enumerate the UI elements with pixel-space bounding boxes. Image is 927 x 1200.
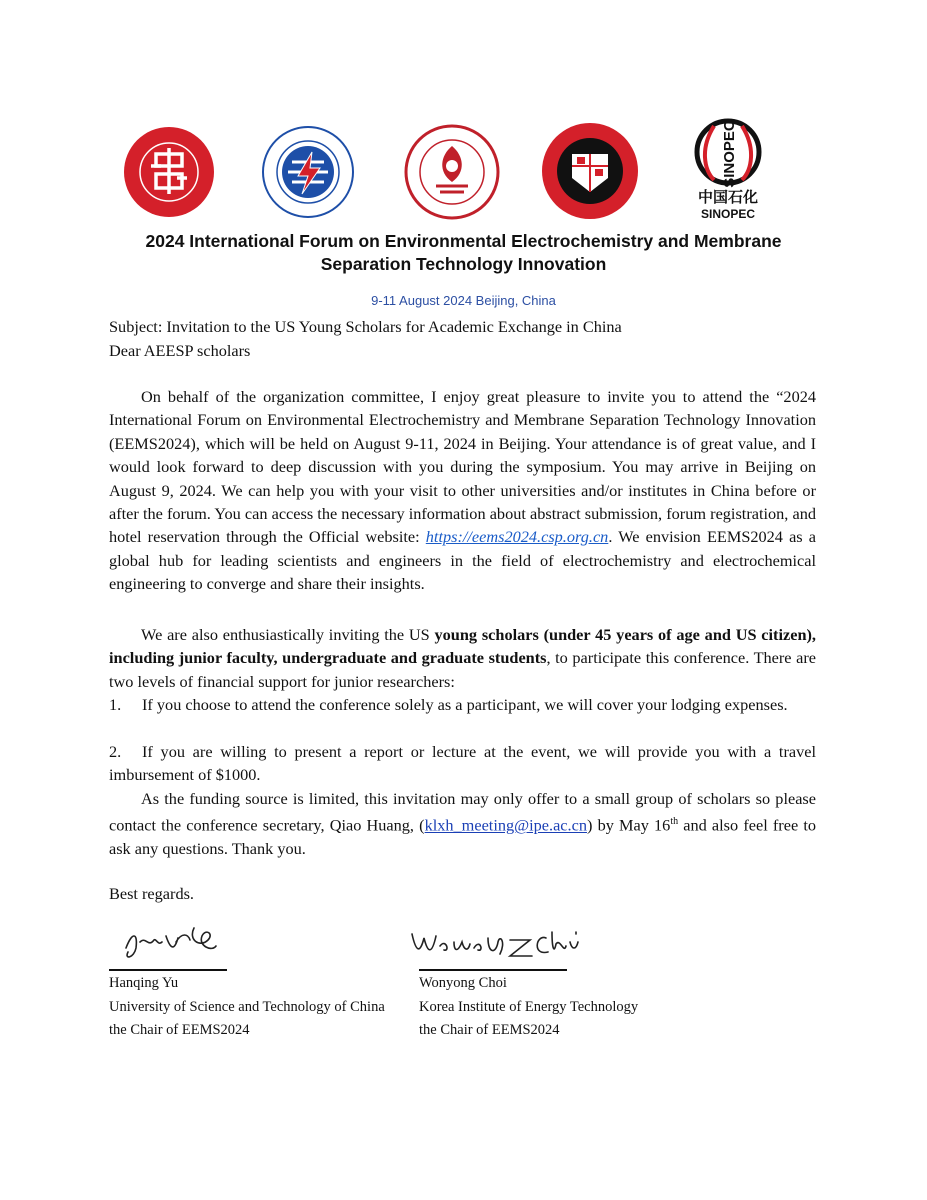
paragraph-invitation: [109, 385, 816, 596]
paragraph-contact-text-end: and also feel free to ask any questions. Thank you.: [109, 815, 817, 859]
support-item-1-number: 1.: [109, 695, 122, 714]
paragraph-young-scholars-text-end: , to participate this conference. There are two levels of financial support for junior researchers:: [109, 648, 816, 691]
paragraph-invitation-text: On behalf of the organization committee, I enjoy great pleasure to invite you to attend the “2024 International Forum on Environmental Electrochemistry and Membrane Separation Technology Innovation (EEMS2024), which will be held on August 9-11, 2024 in Beijing. Your attendance is of great value, and I would look forward to deep discussion with you during the symposium. You may arrive in Beijing on August 9, 2024. We can help you with your visit to other universities and/or institutes in China before or after the forum. You can access the necessary information about abstract submission, forum registration, and hotel reservation through the Official website:: [109, 387, 816, 547]
svg-text:中国石化: 中国石化: [697, 188, 759, 206]
paragraph-young-scholars-text: We are also enthusiastically inviting the US: [141, 625, 435, 644]
deadline-ordinal: th: [670, 816, 679, 828]
north-china-electric-power-university-logo: [262, 126, 354, 218]
signatory-name: Wonyong Choi: [419, 975, 507, 991]
secretary-email-link[interactable]: klxh_meeting@ipe.ac.cn: [424, 815, 587, 835]
signatory-role: the Chair of EEMS2024: [109, 1022, 250, 1038]
support-item-2-text: If you are willing to present a report or lecture at the event, we will provide you with a travel imbursement of $1000.: [109, 742, 816, 785]
paragraph-contact: [109, 787, 816, 861]
support-item-2: [109, 740, 816, 787]
forum-title-line-2: Separation Technology Innovation: [320, 254, 607, 274]
svg-text:SINOPEC: SINOPEC: [700, 207, 756, 220]
paragraph-young-scholars: [109, 623, 816, 693]
signatory-name: Hanqing Yu: [109, 975, 179, 991]
paragraph-contact-deadline: ) by May 16: [586, 815, 671, 835]
letter-subject: Subject: Invitation to the US Young Scholars for Academic Exchange in China: [109, 317, 622, 336]
new-jersey-institute-of-technology-logo: [541, 122, 639, 220]
sinopec-logo: [690, 118, 766, 220]
signatory-hanqing-yu: [109, 972, 385, 1043]
signature-line-hanqing-yu: [109, 969, 227, 971]
signatory-affiliation: University of Science and Technology of China: [109, 998, 385, 1015]
chinese-society-of-particuology-logo: [123, 126, 215, 218]
support-item-1: [109, 693, 816, 716]
forum-title: [110, 230, 817, 276]
signature-hanqing-yu: [118, 918, 228, 971]
forum-date-location: 9-11 August 2024 Beijing, China: [371, 293, 556, 308]
young-scholars-emphasis: young scholars (under 45 years of age and US citizen), including junior faculty, undergraduate and graduate students: [109, 625, 816, 668]
signature-wonyong-choi: [406, 924, 586, 969]
svg-text:SINOPEC: SINOPEC: [721, 120, 738, 188]
forum-title-line-1: 2024 International Forum on Environmental Electrochemistry and Membrane: [145, 231, 782, 251]
official-website-link[interactable]: https://eems2024.csp.org.cn: [425, 527, 609, 547]
letter-salutation: Dear AEESP scholars: [109, 341, 251, 360]
signatory-wonyong-choi: [419, 972, 638, 1043]
paragraph-contact-text: As the funding source is limited, this invitation may only offer to a small group of scholars so please contact the conference secretary, Qiao Huang, (: [109, 789, 816, 835]
signatory-role: the Chair of EEMS2024: [419, 1022, 560, 1038]
support-item-2-number: 2.: [109, 742, 122, 761]
signatory-affiliation: Korea Institute of Energy Technology: [419, 998, 639, 1015]
letter-closing: Best regards.: [109, 884, 194, 903]
logo-row: [0, 116, 927, 220]
signature-line-wonyong-choi: [419, 969, 567, 971]
paragraph-invitation-text-end: . We envision EEMS2024 as a global hub for leading scientists and engineers in the field of electrochemistry and electrochemical engineering to converge and share their insights.: [109, 527, 816, 594]
support-item-1-text: If you choose to attend the conference solely as a participant, we will cover your lodging expenses.: [142, 695, 788, 714]
china-university-of-mining-technology-logo: [404, 124, 500, 220]
